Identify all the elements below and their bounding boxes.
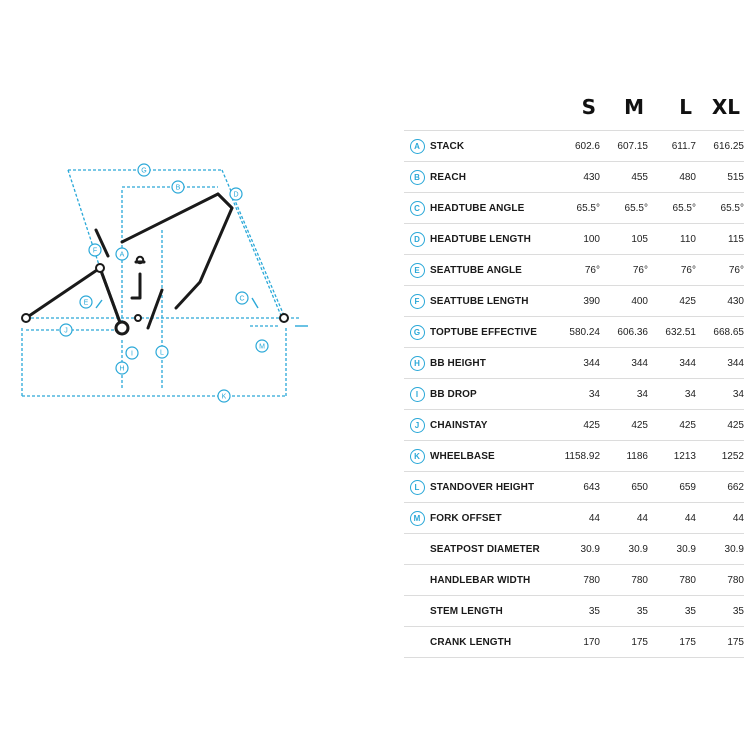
size-header-l: L [679,95,692,119]
size-header-m: M [624,95,644,119]
row-letter-badge: K [410,449,425,464]
row-letter-badge: I [410,387,425,402]
row-value-l: 425 [648,286,696,317]
row-label: TOPTUBE EFFECTIVE [430,317,552,348]
angle-e-arrow [96,300,102,308]
row-value-l: 780 [648,565,696,596]
row-value-m: 76° [600,255,648,286]
row-value-s: 430 [552,162,600,193]
row-value-s: 390 [552,286,600,317]
row-value-l: 611.7 [648,131,696,162]
row-value-s: 34 [552,379,600,410]
row-label: HEADTUBE LENGTH [430,224,552,255]
table-row [404,224,744,255]
shock [132,274,140,298]
row-letter-badge: L [410,480,425,495]
row-value-xl: 65.5° [696,193,744,224]
row-value-m: 44 [600,503,648,534]
frame-rear-triangle [26,268,122,328]
row-value-s: 580.24 [552,317,600,348]
row-label: CRANK LENGTH [430,627,552,658]
row-value-xl: 44 [696,503,744,534]
row-value-l: 35 [648,596,696,627]
row-value-xl: 34 [696,379,744,410]
row-value-xl: 662 [696,472,744,503]
row-letter-badge: C [410,201,425,216]
row-label: STANDOVER HEIGHT [430,472,552,503]
diagram-letter-f: F [92,247,98,255]
row-value-s: 30.9 [552,534,600,565]
row-value-m: 1186 [600,441,648,472]
row-letter-badge: B [410,170,425,185]
row-label: BB HEIGHT [430,348,552,379]
table-row [404,503,744,534]
row-value-l: 30.9 [648,534,696,565]
rear-axle [22,314,30,322]
row-value-xl: 175 [696,627,744,658]
row-value-s: 780 [552,565,600,596]
row-value-xl: 425 [696,410,744,441]
rear-pivot [96,264,104,272]
size-header-row [404,94,744,131]
diagram-letter-c: C [239,295,245,303]
row-value-xl: 76° [696,255,744,286]
row-value-m: 455 [600,162,648,193]
row-letter-badge: G [410,325,425,340]
row-value-xl: 115 [696,224,744,255]
pivot-upper [137,257,143,263]
diagram-letter-h: H [119,365,125,373]
row-label: HEADTUBE ANGLE [430,193,552,224]
row-value-s: 76° [552,255,600,286]
row-letter-badge: J [410,418,425,433]
row-label: REACH [430,162,552,193]
row-value-s: 1158.92 [552,441,600,472]
row-value-s: 100 [552,224,600,255]
row-value-m: 35 [600,596,648,627]
row-value-l: 659 [648,472,696,503]
row-label: CHAINSTAY [430,410,552,441]
row-value-l: 34 [648,379,696,410]
table-row [404,193,744,224]
table-row [404,441,744,472]
row-value-xl: 515 [696,162,744,193]
row-value-xl: 780 [696,565,744,596]
row-label: BB DROP [430,379,552,410]
row-value-xl: 344 [696,348,744,379]
diagram-letter-a: A [119,251,125,259]
size-header-xl: XL [711,95,740,119]
table-row [404,596,744,627]
row-value-m: 650 [600,472,648,503]
row-value-xl: 35 [696,596,744,627]
row-letter-badge: D [410,232,425,247]
row-letter-badge: H [410,356,425,371]
angle-c-arrow [252,298,258,308]
diagram-letter-j: J [64,327,68,335]
table-row [404,627,744,658]
row-label: STEM LENGTH [430,596,552,627]
row-value-l: 76° [648,255,696,286]
row-letter-badge: M [410,511,425,526]
row-label: SEATTUBE ANGLE [430,255,552,286]
diagram-letter-k: K [221,393,227,401]
row-value-s: 65.5° [552,193,600,224]
row-label: FORK OFFSET [430,503,552,534]
table-row [404,379,744,410]
table-row [404,255,744,286]
table-row [404,472,744,503]
row-value-xl: 668.65 [696,317,744,348]
table-row [404,410,744,441]
row-label: WHEELBASE [430,441,552,472]
diagram-letter-i: I [131,350,133,358]
row-value-m: 606.36 [600,317,648,348]
row-label: HANDLEBAR WIDTH [430,565,552,596]
row-value-l: 110 [648,224,696,255]
frame-downtube-lower [148,290,162,328]
geometry-table [404,94,744,658]
bike-geometry-diagram [0,150,320,420]
row-value-m: 780 [600,565,648,596]
diagram-letter-b: B [175,184,181,192]
front-axle [280,314,288,322]
row-label: STACK [430,131,552,162]
row-value-s: 602.6 [552,131,600,162]
row-letter-badge: F [410,294,425,309]
row-value-l: 65.5° [648,193,696,224]
table-row [404,131,744,162]
row-letter-badge: E [410,263,425,278]
row-value-m: 425 [600,410,648,441]
row-value-xl: 616.25 [696,131,744,162]
table-row [404,348,744,379]
row-letter-badge: A [410,139,425,154]
table-row [404,565,744,596]
size-header-s: S [581,95,596,119]
row-value-s: 643 [552,472,600,503]
row-value-s: 170 [552,627,600,658]
row-value-l: 1213 [648,441,696,472]
row-label: SEATPOST DIAMETER [430,534,552,565]
row-value-m: 105 [600,224,648,255]
row-value-m: 65.5° [600,193,648,224]
row-value-m: 34 [600,379,648,410]
row-value-l: 344 [648,348,696,379]
table-row [404,286,744,317]
diagram-letter-l: L [160,349,164,357]
row-value-xl: 1252 [696,441,744,472]
row-value-m: 30.9 [600,534,648,565]
row-value-xl: 430 [696,286,744,317]
row-value-m: 400 [600,286,648,317]
row-value-l: 632.51 [648,317,696,348]
diagram-letter-d: D [233,191,239,199]
diagram-letter-g: G [141,167,147,175]
diagram-letter-m: M [259,343,265,351]
bottom-bracket [116,322,128,334]
row-value-m: 175 [600,627,648,658]
row-value-m: 607.15 [600,131,648,162]
row-value-m: 344 [600,348,648,379]
table-row [404,534,744,565]
row-value-l: 425 [648,410,696,441]
row-value-l: 44 [648,503,696,534]
diagram-letter-e: E [83,299,89,307]
row-value-l: 175 [648,627,696,658]
row-value-s: 344 [552,348,600,379]
row-value-s: 425 [552,410,600,441]
table-row [404,317,744,348]
row-label: SEATTUBE LENGTH [430,286,552,317]
row-value-l: 480 [648,162,696,193]
row-value-s: 35 [552,596,600,627]
table-row [404,162,744,193]
lower-pivot [135,315,141,321]
row-value-s: 44 [552,503,600,534]
row-value-xl: 30.9 [696,534,744,565]
